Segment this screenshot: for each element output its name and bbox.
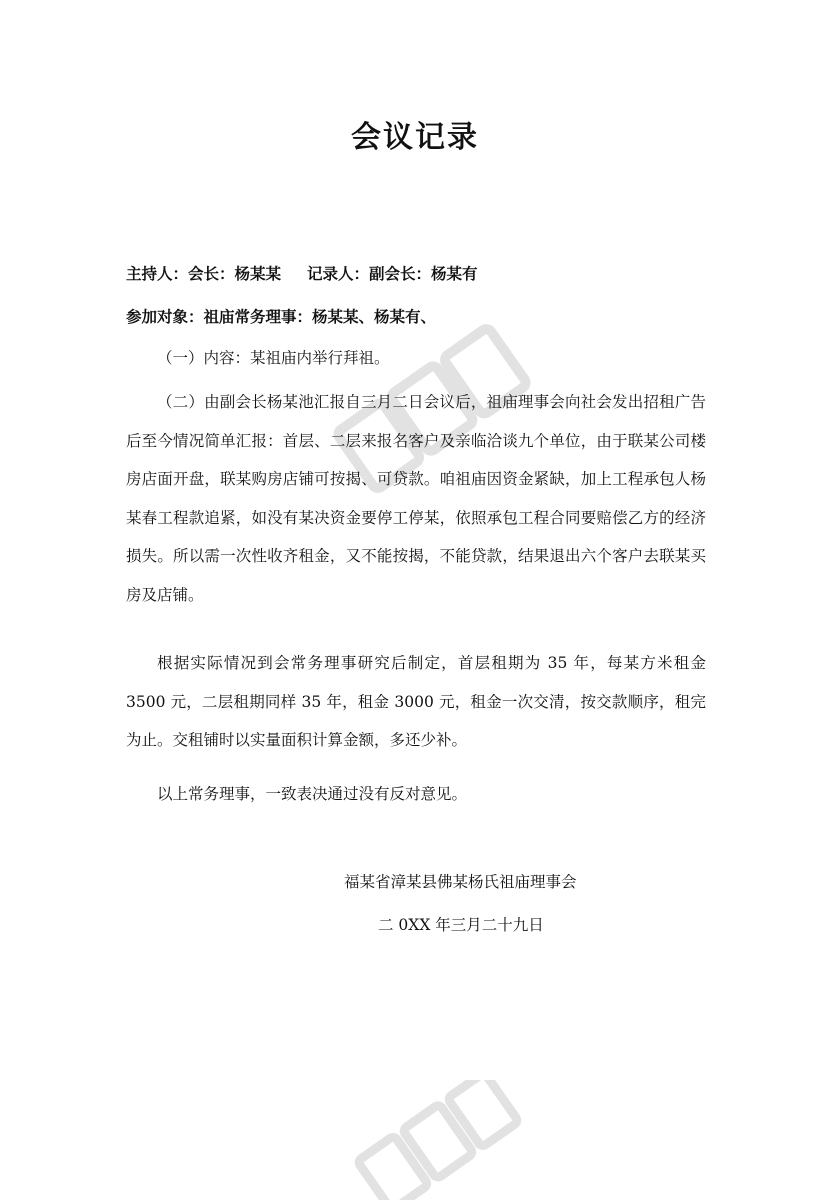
paragraph-decision: 根据实际情况到会常务理事研究后制定，首层租期为 35 年，每某方米租金 3500 元，二层租期同样 35 年，租金 3000 元，租金一次交清，按交款顺序，租完为止。交租铺时以实量面积计算金额，多还少补。 [126, 654, 706, 749]
page-title: 会议记录 [351, 120, 479, 155]
paragraph-report: （二）由副会长杨某池汇报自三月二日会议后，祖庙理事会向社会发出招租广告后至今情况简单汇报：首层、二层来报名客户及亲临洽谈九个单位，由于联某公司楼房店面开盘，联某购房店铺可按揭、可贷款。咱祖庙因资金紧缺，加上工程承包人杨某春工程款追紧，如没有某决资金要停工停某，依照承包工程合同要赔偿乙方的经济损失。所以需一次性收齐租金，又不能按揭，不能贷款，结果退出六个客户去联某买房及店铺。 [126, 393, 706, 604]
paragraph-conclusion: 以上常务理事，一致表决通过没有反对意见。 [157, 785, 468, 803]
signature-organization: 福某省漳某县佛某杨氏祖庙理事会 [344, 873, 577, 891]
signature-date: 二 0XX 年三月二十九日 [378, 916, 544, 934]
watermark-icon [340, 1080, 540, 1200]
host-recorder-line [126, 262, 478, 284]
attendees-line: 参加对象：祖庙常务理事：杨某某、杨某有、 [126, 308, 437, 326]
host-label: 主持人：会长：杨某某 [126, 265, 282, 283]
recorder-label: 记录人：副会长：杨某有 [307, 265, 478, 283]
paragraph-content: （一）内容：某祖庙内举行拜祖。 [157, 349, 390, 367]
